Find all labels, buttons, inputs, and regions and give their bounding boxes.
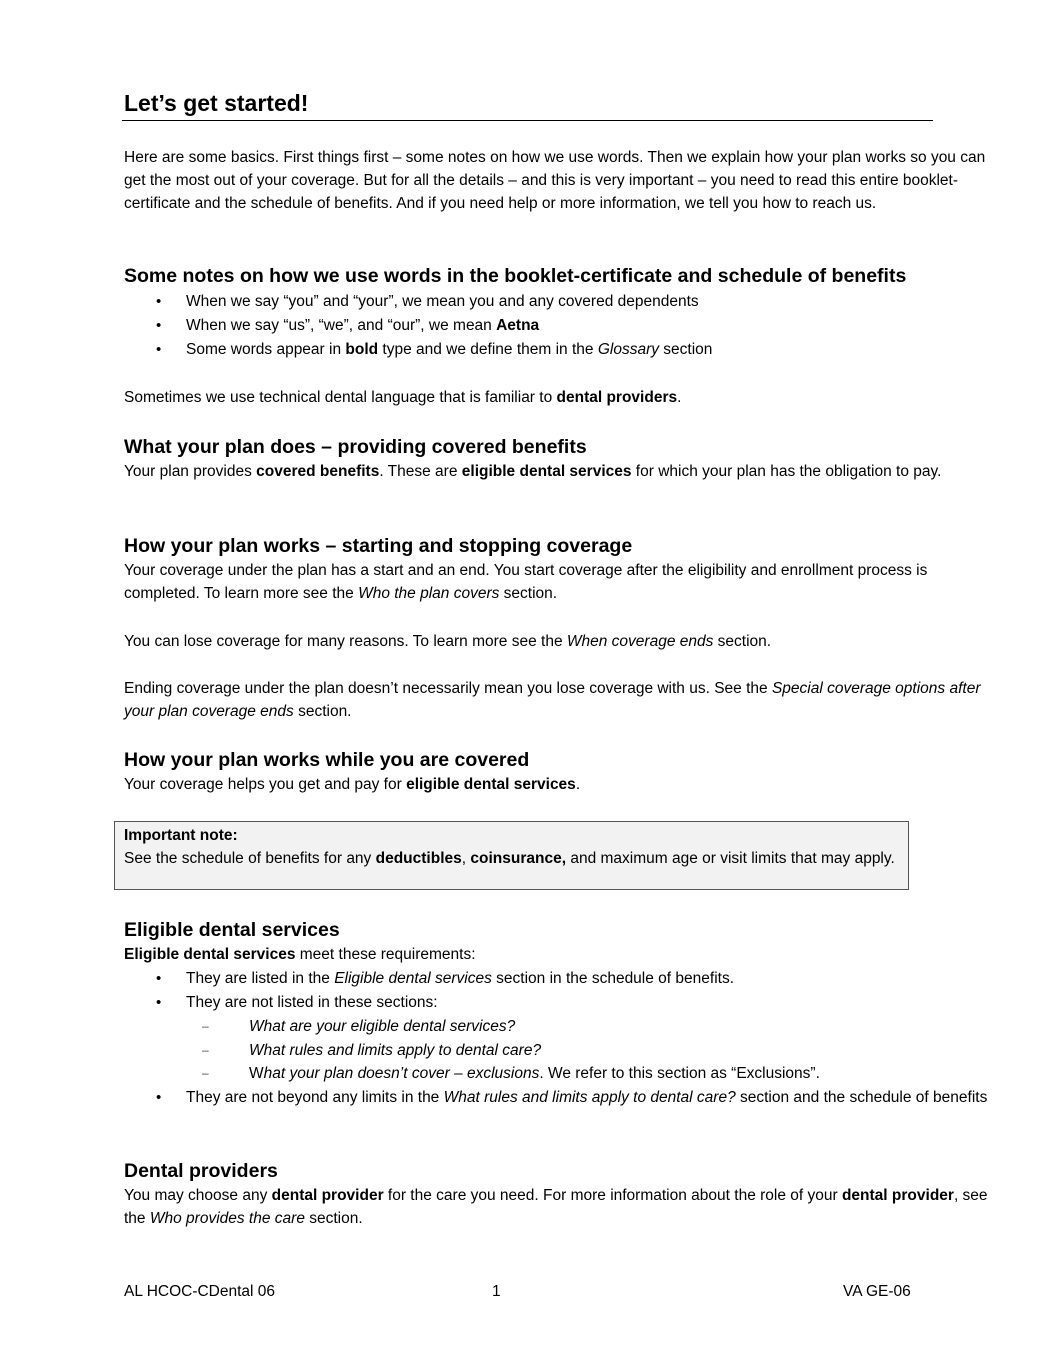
dental-providers-section (124, 1158, 990, 1230)
list-item: – What are your eligible dental services? (124, 1015, 990, 1039)
list-item: • When we say “us”, “we”, and “our”, we mean Aetna (124, 314, 990, 338)
eligible-services-list (124, 967, 990, 1109)
list-item: • When we say “you” and “your”, we mean you and any covered dependents (124, 290, 990, 314)
list-item: – What your plan doesn’t cover – exclusions. We refer to this section as “Exclusions”. (124, 1062, 990, 1086)
technical-language-paragraph: Sometimes we use technical dental language that is familiar to dental providers. (124, 389, 682, 406)
eligible-services-lead: Eligible dental services meet these requirements: (124, 946, 476, 963)
notes-heading: Some notes on how we use words in the booklet-certificate and schedule of benefits (124, 265, 907, 287)
while-covered-heading: How your plan works while you are covered (124, 749, 530, 771)
footer-page-number: 1 (492, 1283, 501, 1300)
notes-section (124, 263, 990, 362)
list-item: • They are listed in the Eligible dental services section in the schedule of benefits. (124, 967, 990, 991)
footer-left: AL HCOC-CDental 06 (124, 1283, 276, 1300)
footer-right: VA GE-06 (843, 1283, 911, 1300)
page-title: Let’s get started! (124, 90, 309, 116)
important-note-text: See the schedule of benefits for any deductibles, coinsurance, and maximum age or visit limits that may apply. (124, 850, 895, 867)
lose-coverage-paragraph: You can lose coverage for many reasons. To learn more see the When coverage ends section. (124, 633, 772, 650)
ending-coverage-paragraph: Ending coverage under the plan doesn’t necessarily mean you lose coverage with us. See the Special coverage options after your plan coverage ends section. (124, 680, 981, 720)
important-note-box (114, 821, 909, 890)
plan-works-paragraph-1: Your coverage under the plan has a start and an end. You start coverage after the eligibility and enrollment process is completed. To learn more see the Who the plan covers section. (124, 562, 928, 602)
plan-does-heading: What your plan does – providing covered benefits (124, 436, 587, 458)
dental-providers-paragraph: You may choose any dental provider for the care you need. For more information about the role of your dental provider, see the Who provides the care section. (124, 1187, 988, 1227)
title-underline (122, 120, 933, 121)
dental-providers-heading: Dental providers (124, 1160, 278, 1182)
intro-paragraph: Here are some basics. First things first – some notes on how we use words. Then we explain how your plan works so you can get the most out of your coverage. But for all the details – and this is very important – you need to read this entire booklet-certificate and the schedule of benefits. And if you need help or more information, we tell you how to reach us. (124, 149, 986, 212)
list-item: – What rules and limits apply to dental care? (124, 1039, 990, 1063)
while-covered-section (124, 747, 990, 796)
eligible-services-section (124, 917, 990, 1109)
list-item: • They are not listed in these sections: – What are your eligible dental services? – What rules and limits apply to dental care? – What your plan doesn’t cover – exclusions. We refer to this section as “Exclusions”. (124, 991, 990, 1086)
list-item: • Some words appear in bold type and we define them in the Glossary section (124, 338, 990, 362)
eligible-services-heading: Eligible dental services (124, 919, 340, 941)
plan-does-paragraph: Your plan provides covered benefits. These are eligible dental services for which your plan has the obligation to pay. (124, 463, 942, 480)
excluded-sections-list (124, 1015, 990, 1086)
while-covered-paragraph: Your coverage helps you get and pay for eligible dental services. (124, 776, 581, 793)
notes-list (124, 290, 990, 362)
plan-works-heading: How your plan works – starting and stopping coverage (124, 535, 633, 557)
important-note-label: Important note: (124, 827, 238, 844)
plan-does-section (124, 434, 990, 483)
plan-works-section (124, 533, 990, 605)
list-item: • They are not beyond any limits in the What rules and limits apply to dental care? section and the schedule of benefits (124, 1086, 990, 1109)
